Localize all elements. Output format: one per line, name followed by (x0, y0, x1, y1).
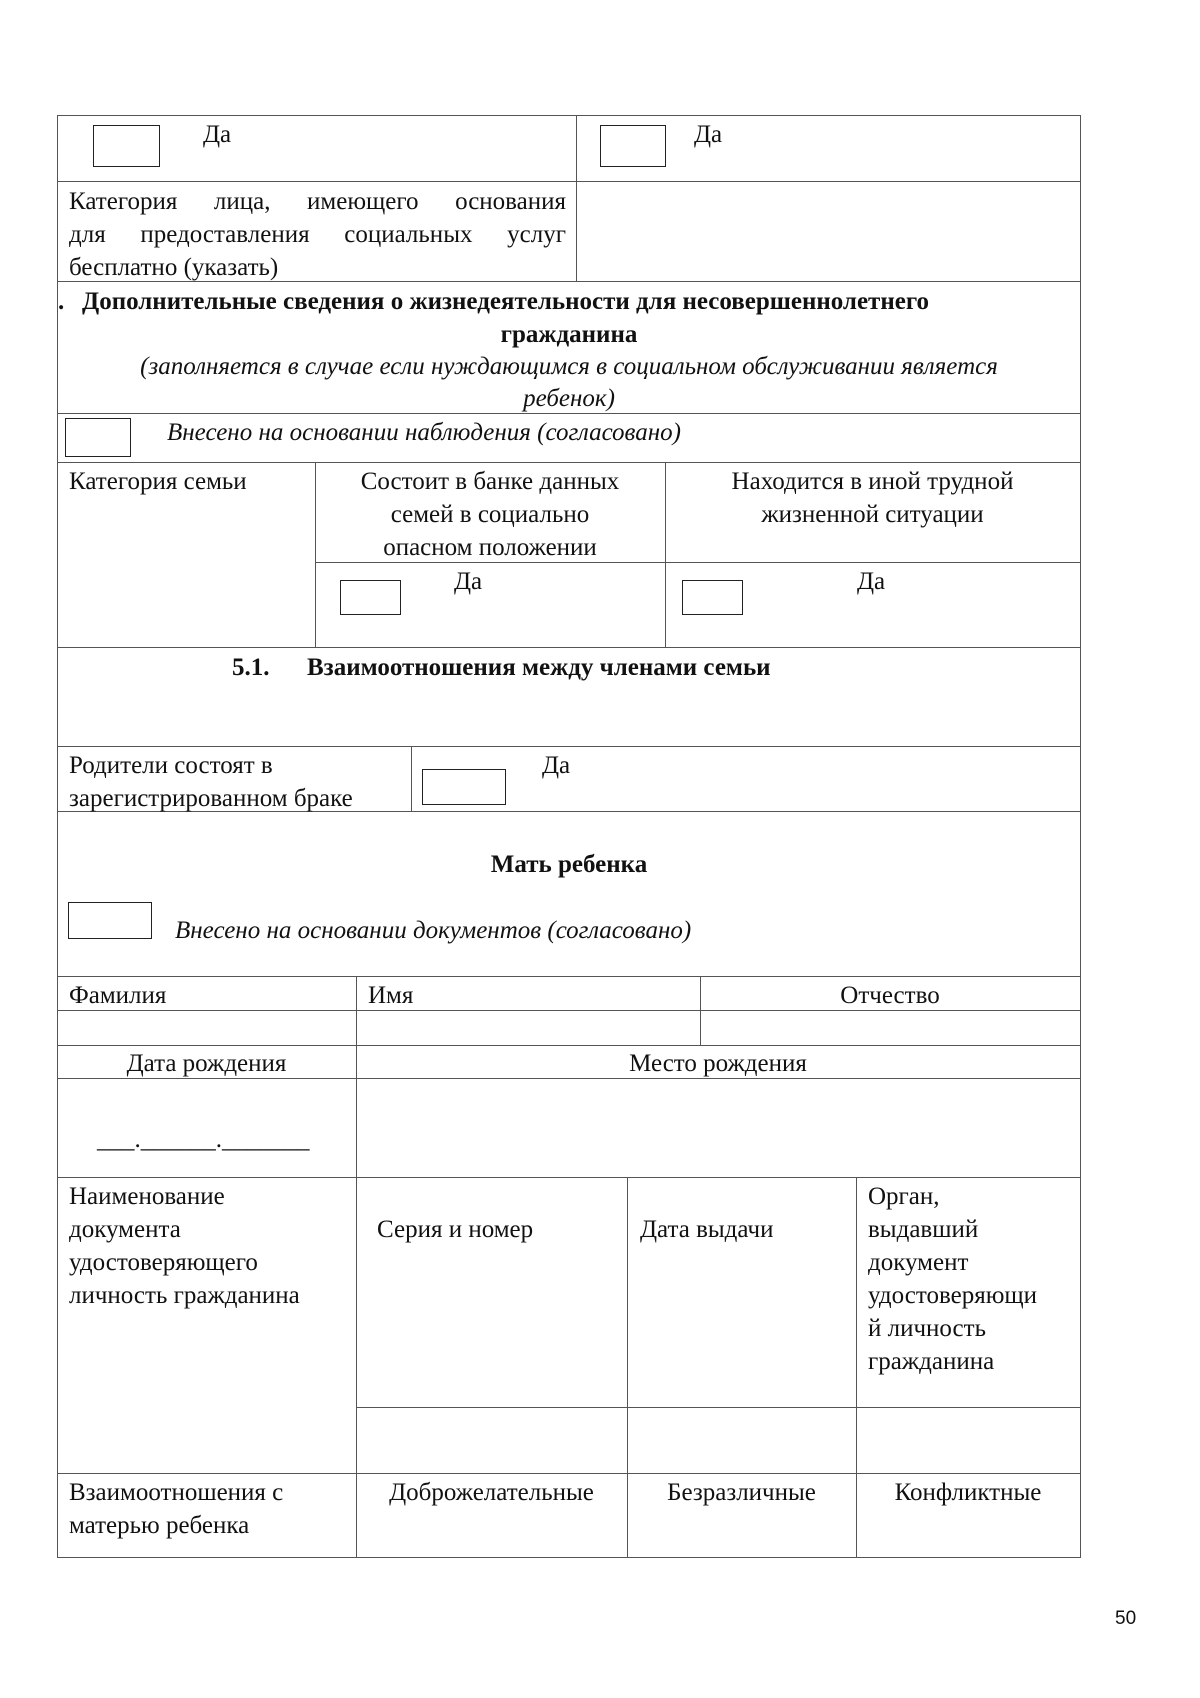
databank-yes-checkbox[interactable] (340, 580, 401, 615)
marriage-label-line2: зарегистрированном браке (69, 785, 353, 812)
patronymic-field[interactable] (701, 1011, 1079, 1044)
databank-line1: Состоит в банке данных (360, 468, 620, 495)
birth-place-label: Место рождения (629, 1050, 807, 1077)
hardship-line1: Находится в иной трудной (731, 468, 1014, 495)
id-doc-issuer-line2: выдавший (868, 1216, 979, 1243)
id-doc-name-line1: Наименование (69, 1183, 225, 1210)
relations-friendly-option[interactable]: Доброжелательные (389, 1479, 594, 1506)
rule-mother-bottom (57, 976, 1081, 977)
id-doc-series-field[interactable] (357, 1408, 626, 1472)
yes-checkbox-left[interactable] (93, 125, 160, 167)
rule-family-bottom (57, 647, 1081, 648)
rule-doc-bottom (57, 1473, 1081, 1474)
family-category-label: Категория семьи (69, 468, 247, 495)
page-number: 50 (1115, 1608, 1137, 1629)
section5-title-line2: гражданина (500, 321, 638, 348)
yes-label-left: Да (203, 121, 232, 148)
databank-line3: опасном положении (383, 534, 597, 561)
rule-birth-values-bottom (57, 1177, 1081, 1178)
rule-table-bottom (57, 1557, 1081, 1558)
id-doc-issue-date-field[interactable] (628, 1408, 855, 1472)
rule-yes-mid (576, 115, 577, 281)
category-free-line3: бесплатно (указать) (69, 254, 279, 281)
id-doc-issuer-line3: документ (868, 1249, 969, 1276)
hardship-line2: жизненной ситуации (761, 501, 984, 528)
section5-title-line1: Дополнительные сведения о жизнедеятельности для несовершеннолетнего (82, 288, 930, 315)
category-free-line1: Категория лица, имеющего основания (69, 188, 566, 215)
documents-note: Внесено на основании документов (согласовано) (175, 917, 692, 944)
documents-checkbox[interactable] (68, 902, 152, 939)
rule-marriage-mid (411, 746, 412, 811)
relations-conflict-option[interactable]: Конфликтные (894, 1479, 1042, 1506)
surname-field[interactable] (58, 1011, 356, 1044)
name-label: Имя (368, 982, 414, 1009)
relations-label-line2: матерью ребенка (69, 1512, 250, 1539)
databank-line2: семей в социально (390, 501, 590, 528)
birth-date-label: Дата рождения (126, 1050, 287, 1077)
birth-date-field[interactable]: ___.______._______ (97, 1126, 310, 1153)
relations-label-line1: Взаимоотношения с (69, 1479, 284, 1506)
section51-title: Взаимоотношения между членами семьи (307, 654, 771, 681)
id-doc-name-line4: личность гражданина (69, 1282, 300, 1309)
surname-label: Фамилия (69, 982, 167, 1009)
patronymic-label: Отчество (840, 982, 940, 1009)
id-doc-issuer-field[interactable] (857, 1408, 1079, 1472)
mother-title: Мать ребенка (490, 851, 648, 878)
id-doc-issuer-line6: гражданина (868, 1348, 995, 1375)
section5-note-line1: (заполняется в случае если нуждающимся в социальном обслуживании является (140, 353, 998, 380)
rule-section51-bottom (57, 746, 1081, 747)
hardship-yes-checkbox[interactable] (682, 580, 743, 615)
observation-checkbox[interactable] (65, 418, 131, 457)
yes-checkbox-right[interactable] (600, 125, 666, 167)
id-doc-issuer-line1: Орган, (868, 1183, 940, 1210)
observation-note: Внесено на основании наблюдения (согласовано) (167, 419, 681, 446)
databank-yes-label: Да (454, 568, 483, 595)
marriage-label-line1: Родители состоят в (69, 752, 273, 779)
id-doc-name-line3: удостоверяющего (69, 1249, 258, 1276)
rule-observation-bottom (57, 462, 1081, 463)
id-doc-issuer-line4: удостоверяющи (868, 1282, 1038, 1309)
category-free-line2: для предоставления социальных услуг (69, 221, 566, 248)
marriage-yes-label: Да (542, 752, 571, 779)
rule-name-values-bottom (57, 1045, 1081, 1046)
id-doc-name-line2: документа (69, 1216, 181, 1243)
relations-indifferent-option[interactable]: Безразличные (667, 1479, 816, 1506)
hardship-yes-label: Да (857, 568, 886, 595)
rule-top (57, 115, 1081, 116)
yes-label-right: Да (694, 121, 723, 148)
birth-place-field[interactable] (357, 1079, 1079, 1176)
rule-yes-bottom (57, 181, 1081, 182)
name-field[interactable] (357, 1011, 699, 1044)
id-doc-series-label: Серия и номер (377, 1216, 534, 1243)
marriage-yes-checkbox[interactable] (422, 769, 506, 805)
id-doc-issuer-line5: й личность (868, 1315, 986, 1342)
section5-note-line2: ребенок) (523, 385, 615, 412)
section51-number: 5.1. (232, 654, 270, 681)
id-doc-issue-date-label: Дата выдачи (640, 1216, 774, 1243)
section5-number: . (58, 288, 65, 315)
